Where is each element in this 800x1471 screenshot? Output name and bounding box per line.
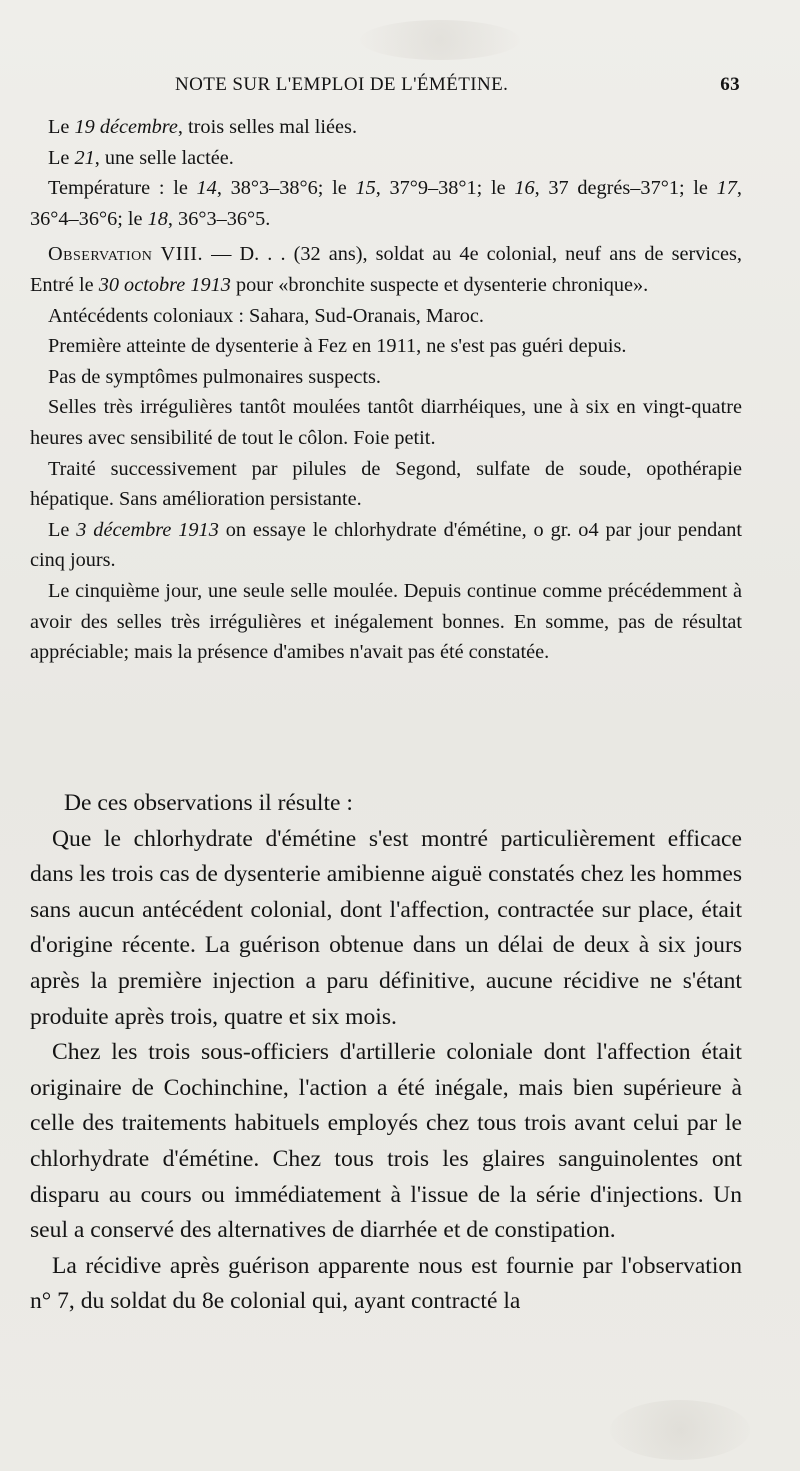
paragraph: Antécédents coloniaux : Sahara, Sud-Oranais, Maroc. [48, 304, 484, 327]
observation-text [30, 112, 742, 668]
paragraph: Le 3 décembre 1913 on essaye le chlorhydrate d'émétine, o gr. o4 par jour pendant cinq jours. [30, 518, 743, 572]
paragraph: Le cinquième jour, une seule selle moulée. Depuis continue comme précédemment à avoir des selles très irrégulières et inégalement bonnes. En somme, pas de résultat appréciable; mais la présence d'amibes n'avait pas été constatée. [30, 579, 742, 664]
paragraph: Traité successivement par pilules de Segond, sulfate de soude, opothérapie hépatique. Sans amélioration persistante. [30, 457, 742, 511]
paper-stain [360, 20, 520, 60]
paragraph: Selles très irrégulières tantôt moulées tantôt diarrhéiques, une à six en vingt-quatre heures avec sensibilité de tout le côlon. Foie petit. [30, 396, 742, 449]
paper-stain [610, 1400, 750, 1460]
observation-heading-paragraph: Observation VIII. — D. . . (32 ans), soldat au 4e colonial, neuf ans de services, Entré le 30 octobre 1913 pour «bronchite suspecte et dysenterie chronique». [30, 243, 742, 296]
page-number: 63 [720, 74, 740, 95]
paragraph: Le 19 décembre, trois selles mal liées. [48, 116, 358, 138]
paragraph: La récidive après guérison apparente nous est fournie par l'observation n° 7, du soldat du 8e colonial qui, ayant contracté la [30, 1252, 742, 1315]
paragraph: Première atteinte de dysenterie à Fez en 1911, ne s'est pas guéri depuis. [48, 335, 627, 358]
conclusion-text [30, 786, 742, 1320]
running-title: NOTE SUR L'EMPLOI DE L'ÉMÉTINE. [175, 74, 509, 95]
paragraph: Température : le 14, 38°3–38°6; le 15, 37°9–38°1; le 16, 37 degrés–37°1; le 17, 36°4–36°6; le 18, 36°3–36°5. [30, 177, 742, 230]
paragraph: Que le chlorhydrate d'émétine s'est montré particulièrement efficace dans les trois cas de dysenterie amibienne aiguë constatés chez les hommes sans aucun antécédent colonial, dont l'affection, contractée sur place, était d'origine récente. La guérison obtenue dans un délai de deux à six jours après la première injection a paru définitive, aucune récidive ne s'étant produite après trois, quatre et six mois. [30, 825, 742, 1030]
paragraph: Le 21, une selle lactée. [48, 146, 234, 169]
observation-label: Observation VIII. [48, 243, 204, 266]
paragraph: Chez les trois sous-officiers d'artillerie coloniale dont l'affection était originaire de Cochinchine, l'action a été inégale, mais bien supérieure à celle des traitements habituels employés chez tous trois avant celui par le chlorhydrate d'émétine. Chez tous trois les glaires sanguinolentes ont disparu au cours ou immédiatement à l'issue de la série d'injections. Un seul a conservé des alternatives de diarrhée et de constipation. [30, 1039, 742, 1244]
conclusion-lead: De ces observations il résulte : [64, 790, 353, 816]
paragraph: Pas de symptômes pulmonaires suspects. [48, 365, 381, 388]
